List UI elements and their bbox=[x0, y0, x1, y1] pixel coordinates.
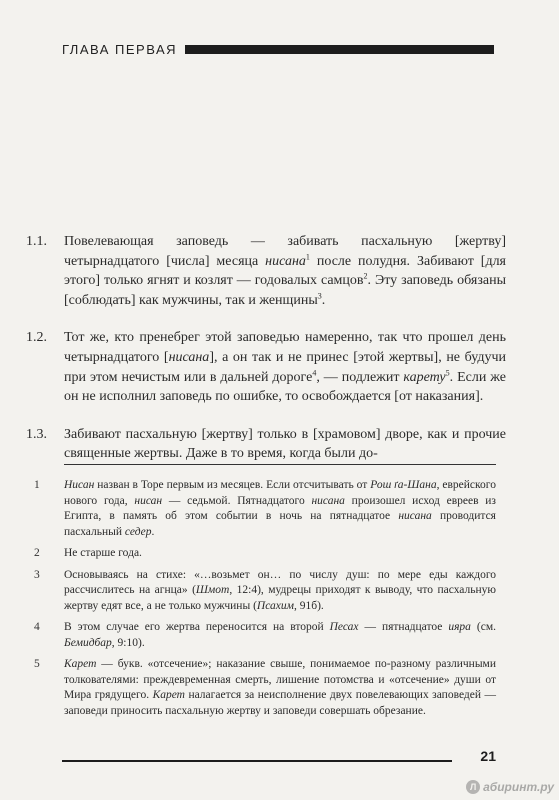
footnote-2 bbox=[34, 546, 496, 562]
text-run: — пятнадцатое bbox=[358, 621, 449, 633]
italic-term: Бемидбар bbox=[64, 636, 112, 649]
text-run: , 12:4), мудрецы приходят к выводу, что пасхальную жертву едят все, а не только мужчины ( bbox=[64, 584, 496, 612]
footnote-1 bbox=[34, 478, 496, 540]
italic-term: Псахим bbox=[256, 599, 294, 612]
text-run: проводится пасхальный bbox=[64, 510, 496, 538]
footnote-text bbox=[64, 478, 496, 540]
footnote-number: 5 bbox=[34, 658, 40, 670]
labirint-logo-icon: Л bbox=[466, 780, 480, 794]
italic-term: нисана bbox=[398, 510, 432, 522]
italic-term: Песах bbox=[329, 621, 359, 633]
text-run: налагается за неисполнение двух повелевающих заповедей — заповеди приносить пасхальную жертву и заповеди совершать обрезание. bbox=[64, 689, 496, 717]
section-number: 1.2. bbox=[26, 330, 47, 346]
italic-term: нисан bbox=[134, 494, 163, 507]
section-1-3 bbox=[26, 425, 506, 464]
page-number: 21 bbox=[480, 748, 496, 764]
text-run: Забивают пасхальную [жертву] только в [храмовом] дворе, как и прочие священные жертвы. Даже в то время, когда были до- bbox=[64, 426, 506, 462]
footnote-text bbox=[64, 568, 496, 615]
note-ref: 4 bbox=[312, 367, 317, 377]
footnote-3 bbox=[34, 568, 496, 615]
note-ref: 5 bbox=[445, 367, 450, 377]
running-header bbox=[62, 38, 494, 60]
section-number: 1.3. bbox=[26, 426, 47, 442]
italic-term: Шмот bbox=[195, 584, 230, 596]
italic-term: Карет bbox=[152, 689, 185, 701]
note-ref: 3 bbox=[317, 291, 322, 301]
text-run: Не старше года. bbox=[64, 547, 142, 559]
watermark-text: абиринт.ру bbox=[483, 780, 554, 794]
text-run: (см. bbox=[470, 621, 496, 633]
italic-term: Нисан bbox=[64, 479, 95, 491]
footnote-4 bbox=[34, 620, 496, 651]
note-ref: 1 bbox=[305, 251, 310, 261]
footer-rule bbox=[62, 760, 452, 762]
text-run: . bbox=[321, 292, 326, 308]
text-run: , 91б). bbox=[293, 599, 324, 612]
text-run: , — подлежит bbox=[316, 369, 404, 385]
footnote-5 bbox=[34, 657, 496, 719]
section-text bbox=[64, 425, 506, 464]
footnote-text bbox=[64, 657, 496, 719]
italic-term: карету bbox=[403, 369, 446, 385]
text-run: , 9:10). bbox=[111, 636, 145, 649]
section-1-1 bbox=[26, 232, 506, 310]
section-text bbox=[64, 232, 506, 310]
footnote-number: 2 bbox=[34, 547, 40, 559]
text-run: Тот же, кто пренебрег этой заповедью намеренно, так что прошел день четырнадцатого [ bbox=[64, 330, 506, 365]
italic-term: нисана bbox=[311, 494, 345, 507]
italic-term: нисана bbox=[168, 349, 210, 365]
text-run: Повелевающая заповедь — забивать пасхальную [жертву] четырнадцатого [числа] месяца bbox=[64, 234, 506, 269]
main-text bbox=[26, 232, 506, 482]
header-rule bbox=[185, 45, 494, 54]
text-run: — седьмой. Пятнадцатого bbox=[162, 494, 312, 507]
footnote-rule bbox=[64, 464, 496, 465]
footnote-number: 4 bbox=[34, 621, 40, 633]
note-ref: 2 bbox=[363, 271, 368, 281]
section-1-2 bbox=[26, 328, 506, 406]
text-run: . Если же он не исполнил заповедь по ошибке, то освобождается [от наказания]. bbox=[64, 369, 507, 405]
text-run: после полудня. Забивают [для этого] только ягнят и козлят — годовалых самцов bbox=[64, 253, 506, 289]
italic-term: ияра bbox=[448, 621, 471, 633]
footnote-text bbox=[64, 620, 496, 651]
footnote-number: 1 bbox=[34, 479, 40, 491]
footnotes bbox=[34, 478, 496, 725]
italic-term: нисана bbox=[265, 253, 306, 269]
text-run: . Эту заповедь обязаны [соблюдать] как мужчины, так и женщины bbox=[64, 273, 506, 308]
chapter-title: ГЛАВА ПЕРВАЯ bbox=[62, 41, 178, 57]
watermark bbox=[414, 778, 554, 796]
text-run: . bbox=[151, 525, 155, 538]
section-number: 1.1. bbox=[26, 234, 47, 249]
italic-term: Карет bbox=[64, 658, 97, 670]
footnote-number: 3 bbox=[34, 568, 40, 581]
footnote-text bbox=[64, 546, 496, 562]
text-run: В этом случае его жертва переносится на второй bbox=[64, 621, 330, 633]
section-text bbox=[64, 328, 506, 406]
text-run: произошел исход евреев из Египта, в память об этом событии в ночь на пятнадцатое bbox=[64, 494, 496, 522]
text-run: — букв. «отсечение»; наказание свыше, понимаемое по-разному различными толкователями: преждевременная смерть, лишение потомства и «отсечение» души от Мира грядущего. bbox=[64, 658, 496, 701]
text-run: назван в Торе первым из месяцев. Если отсчитывать от bbox=[94, 479, 371, 491]
text-run: Основываясь на стихе: «…возьмет он… по числу душ: по мере еды каждого рассчислитесь на агнца» ( bbox=[64, 568, 496, 596]
text-run: , еврейского нового года, bbox=[64, 479, 496, 507]
italic-term: седер bbox=[124, 525, 152, 538]
text-run: ], а он так и не принес [этой жертвы], не будучи при этом нечистым или в дальней дороге bbox=[64, 349, 506, 385]
italic-term: Рош ґа-Шана bbox=[370, 479, 437, 491]
